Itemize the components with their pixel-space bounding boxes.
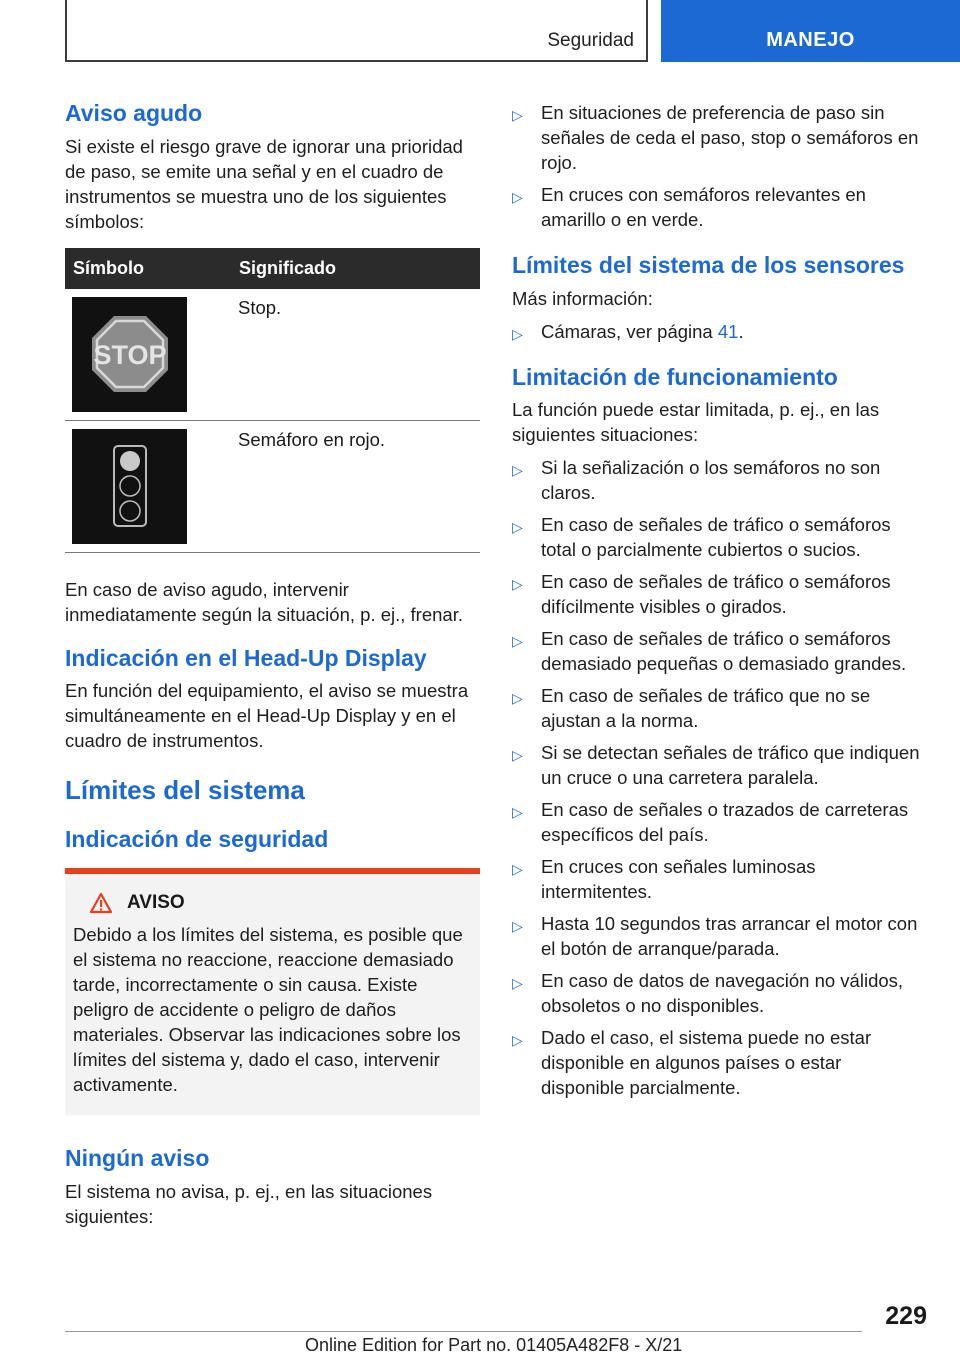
sensor-limits-text: Más información: — [512, 287, 653, 309]
system-limits-heading: Límites del sistema — [65, 775, 305, 806]
warning-label: AVISO — [127, 891, 185, 913]
triangle-bullet-icon: ▷ — [512, 1032, 523, 1049]
symbol-cell — [65, 420, 231, 552]
warning-text: Debido a los límites del sistema, es posible que el sistema no reaccione, reaccione demasiado tarde, incorrectamente o sin causa. Existe peligro de accidente o peligro de daños materiales. Observar las indicaciones sobre los límites del sistema y, dado el caso, intervenir activamente. — [73, 923, 463, 1095]
symbol-cell — [65, 289, 231, 421]
sensor-limits-heading: Límites del sistema de los sensores — [512, 252, 905, 278]
list-item: ▷ En caso de señales de tráfico o semáforos total o parcialmente cubiertos o sucios. — [512, 514, 891, 561]
list-item: ▷ En caso de señales de tráfico que no se ajustan a la norma. — [512, 685, 871, 732]
header-frame — [65, 0, 648, 62]
triangle-bullet-icon: ▷ — [512, 462, 523, 479]
triangle-bullet-icon: ▷ — [512, 690, 523, 707]
list-item: ▷ Hasta 10 segundos tras arrancar el motor con el botón de arranque/parada. — [512, 913, 918, 960]
symbol-table — [65, 248, 480, 553]
triangle-bullet-icon: ▷ — [512, 519, 523, 536]
list-item: ▷ En caso de datos de navegación no válidos, obsoletos o no disponibles. — [512, 970, 904, 1017]
list-item: ▷ En cruces con señales luminosas intermitentes. — [512, 856, 816, 903]
triangle-bullet-icon: ▷ — [512, 325, 523, 342]
sensor-list — [512, 319, 927, 344]
list-item: ▷ Si se detectan señales de tráfico que indiquen un cruce o una carretera paralela. — [512, 742, 920, 789]
table-row — [65, 420, 480, 552]
no-alert-list — [512, 100, 927, 232]
red-traffic-light-icon — [72, 429, 187, 544]
right-column — [512, 100, 927, 1114]
triangle-bullet-icon: ▷ — [512, 975, 523, 992]
triangle-bullet-icon: ▷ — [512, 576, 523, 593]
triangle-bullet-icon: ▷ — [512, 633, 523, 650]
list-item: ▷ En caso de señales de tráfico o semáforos difícilmente visibles o girados. — [512, 571, 891, 618]
function-limits-list — [512, 455, 927, 1100]
triangle-bullet-icon: ▷ — [512, 107, 523, 123]
header-chapter-label: MANEJO — [766, 29, 855, 51]
stop-sign-text: STOP — [92, 340, 167, 371]
list-item: ▷ En cruces con semáforos relevantes en amarillo o en verde. — [512, 184, 866, 230]
meaning-column-header: Significado — [231, 248, 480, 289]
header-chapter-tab[interactable] — [661, 0, 960, 62]
hud-text: En función del equipamiento, el aviso se muestra simultáneamente en el Head-Up Display y en el cuadro de instrumentos. — [65, 680, 469, 752]
triangle-bullet-icon: ▷ — [512, 918, 523, 935]
page-link[interactable]: 41 — [717, 320, 739, 342]
stop-sign-icon — [72, 297, 187, 412]
symbol-column-header: Símbolo — [65, 248, 231, 289]
triangle-bullet-icon: ▷ — [512, 861, 523, 878]
no-alert-text: El sistema no avisa, p. ej., en las situaciones siguientes: — [65, 1180, 433, 1227]
list-item: ▷ En caso de señales de tráfico o semáforos demasiado pequeñas o demasiado grandes. — [512, 628, 907, 675]
list-item: ▷ En situaciones de preferencia de paso sin señales de ceda el paso, stop o semáforos en rojo. — [512, 102, 919, 173]
safety-note-heading: Indicación de seguridad — [65, 826, 329, 853]
triangle-bullet-icon: ▷ — [512, 189, 523, 205]
function-limits-text: La función puede estar limitada, p. ej., en las siguientes situaciones: — [512, 399, 880, 446]
list-item: ▷ Cámaras, ver página 41. — [512, 319, 927, 344]
footer-rule — [65, 1331, 862, 1332]
left-column — [65, 100, 480, 1243]
table-row — [65, 289, 480, 421]
header-section-label: Seguridad — [547, 30, 634, 51]
meaning-cell: Semáforo en rojo. — [231, 420, 480, 552]
footer-edition-text: Online Edition for Part no. 01405A482F8 - X/21 — [305, 1335, 683, 1355]
meaning-cell: Stop. — [231, 289, 480, 421]
list-item: ▷ Si la señalización o los semáforos no son claros. — [512, 457, 881, 504]
no-alert-heading: Ningún aviso — [65, 1144, 210, 1171]
list-item: ▷ Dado el caso, el sistema puede no estar disponible en algunos países o estar disponible parcialmente. — [512, 1027, 872, 1099]
acute-warning-heading: Aviso agudo — [65, 100, 203, 126]
hud-heading: Indicación en el Head-Up Display — [65, 644, 427, 671]
triangle-bullet-icon: ▷ — [512, 804, 523, 821]
warning-box — [65, 874, 480, 1115]
warning-triangle-icon — [89, 892, 113, 914]
triangle-bullet-icon: ▷ — [512, 747, 523, 764]
page-number: 229 — [885, 1302, 927, 1330]
function-limits-heading: Limitación de funcionamiento — [512, 363, 838, 390]
acute-action-text: En caso de aviso agudo, intervenir inmediatamente según la situación, p. ej., frenar. — [65, 578, 463, 625]
acute-warning-text: Si existe el riesgo grave de ignorar una prioridad de paso, se emite una señal y en el cuadro de instrumentos se muestra uno de los siguientes símbolos: — [65, 135, 463, 232]
list-item: ▷ En caso de señales o trazados de carreteras específicos del país. — [512, 799, 909, 846]
warning-title — [89, 892, 472, 914]
